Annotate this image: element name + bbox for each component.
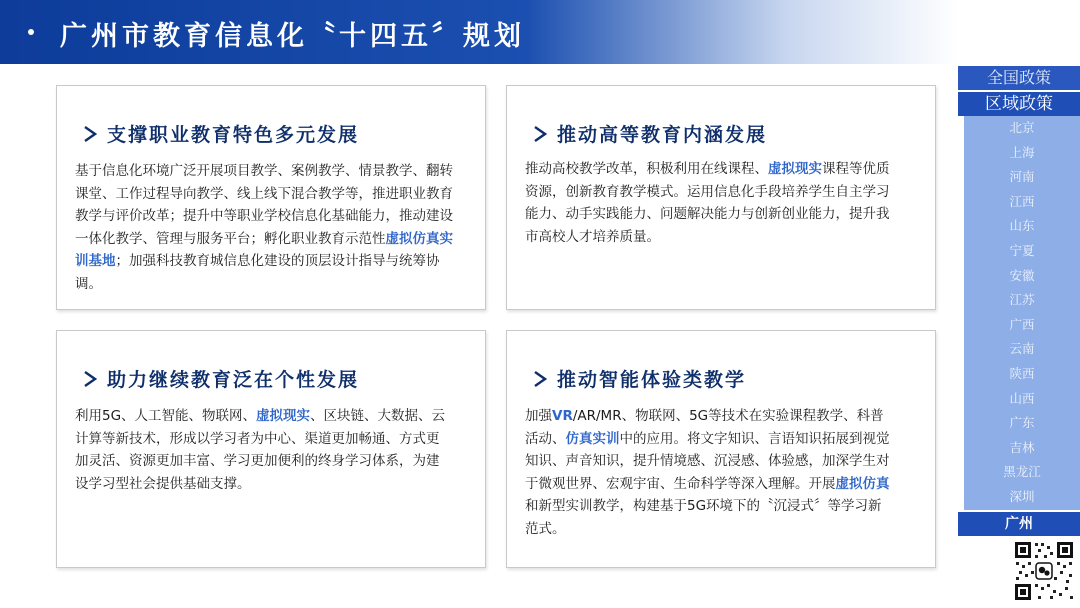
card-body bbox=[525, 405, 895, 540]
nav-region-item[interactable]: 江西 bbox=[964, 190, 1080, 215]
nav-national-policy[interactable]: 全国政策 bbox=[958, 66, 1080, 90]
qr-code-icon bbox=[1013, 540, 1075, 602]
nav-region-item[interactable]: 广西 bbox=[964, 313, 1080, 338]
highlight-text: 虚拟仿真 bbox=[835, 475, 890, 492]
highlight-text: 仿真实训 bbox=[565, 430, 620, 447]
body-text: 和新型实训教学，构建基于5G环境下的〝沉浸式〞等学习新范式。 bbox=[525, 498, 882, 537]
nav-region-item[interactable]: 陕西 bbox=[964, 362, 1080, 387]
nav-region-item[interactable]: 河南 bbox=[964, 165, 1080, 190]
nav-region-active[interactable]: 广州 bbox=[958, 512, 1080, 536]
card-continuing-education bbox=[56, 330, 486, 568]
body-text: 基于信息化环境广泛开展项目教学、案例教学、情景教学、翻转课堂、工作过程导向教学、线上线下混合教学等，推进职业教育教学与评价改革；提升中等职业学校信息化基础能力，推动建设一体化教学、管理与服务平台；孵化职业教育示范性 bbox=[75, 163, 453, 247]
body-text: 、区块链、大数据、云计算等新技术，形成以学习者为中心、渠道更加畅通、方式更加灵活、资源更加丰富、学习更加便利的终身学习体系，为建设学习型社会提供基础支撑。 bbox=[75, 408, 446, 492]
nav-regional-policy[interactable]: 区域政策 bbox=[958, 92, 1080, 116]
body-text: 推动高校教学改革，积极利用在线课程、 bbox=[525, 161, 768, 177]
highlight-text: VR bbox=[552, 408, 573, 424]
card-body bbox=[75, 405, 447, 495]
nav-region-item[interactable]: 深圳 bbox=[964, 485, 1080, 510]
body-text: 中的应用。将文字知识、言语知识拓展到视觉知识、声音知识，提升情境感、沉浸感、体验感，加深学生对于微观世界、宏观宇宙、生命科学等深入理解。开展 bbox=[525, 430, 890, 492]
card-header bbox=[533, 120, 767, 147]
card-immersive-teaching bbox=[506, 330, 936, 568]
nav-region-item[interactable]: 安徽 bbox=[964, 264, 1080, 289]
highlight-text: 虚拟现实 bbox=[256, 408, 311, 424]
card-vocational-education bbox=[56, 85, 486, 310]
nav-region-item[interactable]: 山西 bbox=[964, 387, 1080, 412]
nav-region-item[interactable]: 北京 bbox=[964, 116, 1080, 141]
nav-region-item[interactable]: 山东 bbox=[964, 214, 1080, 239]
arrow-right-icon bbox=[533, 125, 547, 143]
arrow-right-icon bbox=[83, 125, 97, 143]
nav-region-item[interactable]: 云南 bbox=[964, 337, 1080, 362]
card-higher-education bbox=[506, 85, 936, 310]
card-header bbox=[83, 365, 359, 392]
nav-region-item[interactable]: 广东 bbox=[964, 411, 1080, 436]
side-nav bbox=[958, 66, 1080, 536]
body-text: 加强 bbox=[525, 408, 552, 424]
card-title: 推动高等教育内涵发展 bbox=[557, 124, 768, 146]
card-body bbox=[75, 160, 465, 295]
highlight-text: 虚拟现实 bbox=[768, 161, 822, 177]
card-header bbox=[533, 365, 746, 392]
card-title: 助力继续教育泛在个性发展 bbox=[107, 369, 360, 391]
region-list bbox=[958, 116, 1080, 510]
nav-region-item[interactable]: 上海 bbox=[964, 141, 1080, 166]
highlight-text: 虚拟仿真实训基地 bbox=[75, 230, 453, 269]
body-text: /AR/MR、物联网、5G等技术在实验课程教学、科普活动、 bbox=[525, 408, 884, 447]
page-title: 广州市教育信息化〝十四五〞规划 bbox=[60, 21, 525, 52]
card-body bbox=[525, 158, 895, 248]
title-bar bbox=[0, 0, 958, 64]
bullet-dot-icon bbox=[28, 29, 34, 35]
nav-region-item[interactable]: 吉林 bbox=[964, 436, 1080, 461]
card-title: 支撑职业教育特色多元发展 bbox=[107, 124, 360, 146]
nav-region-item[interactable]: 黑龙江 bbox=[964, 460, 1080, 485]
nav-region-item[interactable]: 江苏 bbox=[964, 288, 1080, 313]
nav-region-item[interactable]: 宁夏 bbox=[964, 239, 1080, 264]
arrow-right-icon bbox=[533, 370, 547, 388]
card-title: 推动智能体验类教学 bbox=[557, 369, 747, 391]
body-text: ；加强科技教育城信息化建设的顶层设计指导与统筹协调。 bbox=[75, 253, 440, 292]
card-header bbox=[83, 120, 359, 147]
body-text: 课程等优质资源，创新教育教学模式。运用信息化手段培养学生自主学习能力、动手实践能力、问题解决能力与创新创业能力，提升我市高校人才培养质量。 bbox=[525, 161, 890, 245]
body-text: 利用5G、人工智能、物联网、 bbox=[75, 408, 257, 424]
arrow-right-icon bbox=[83, 370, 97, 388]
